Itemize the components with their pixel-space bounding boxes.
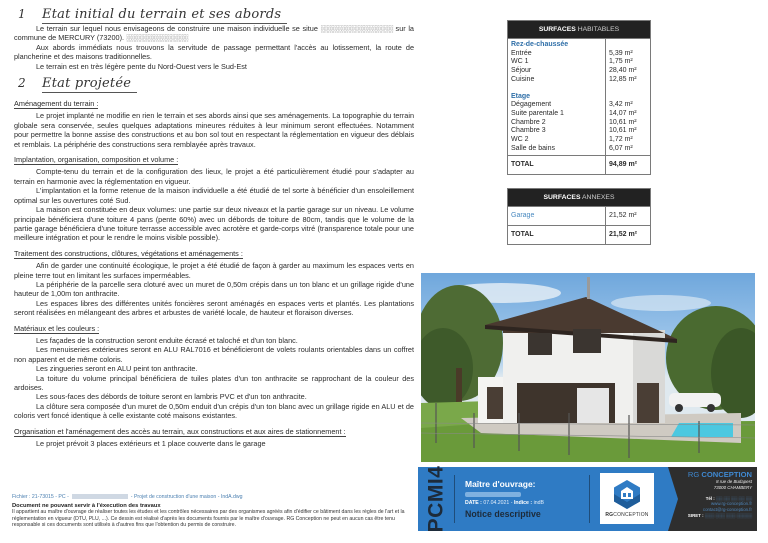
- room-areas-column: [606, 39, 650, 155]
- room-name: Suite parentale 1: [511, 109, 564, 117]
- date-value: 07.04.2021: [483, 500, 510, 506]
- siret-value: ░░░ ░░░ ░░░ ░░░░░: [704, 512, 752, 518]
- section-title: Etat projetée: [42, 76, 137, 93]
- siret-label: SIRET :: [687, 512, 704, 518]
- plan-code-text: PCMI4: [424, 465, 447, 533]
- logo-text: [605, 512, 648, 518]
- table-title-bold: SURFACES: [538, 26, 576, 33]
- total-label: TOTAL: [508, 156, 606, 174]
- address-line-2: 73000 CHAMBERY: [713, 484, 752, 490]
- document-footer: [12, 494, 412, 529]
- total-value: 21,52 m²: [609, 230, 638, 238]
- surfaces-annexes-table: [507, 188, 651, 245]
- phone-value: ░░ ░░ ░░ ░░ ░░: [716, 495, 752, 501]
- table-header: [508, 189, 650, 206]
- company-name-bold: CONCEPTION: [701, 470, 752, 479]
- file-suffix: - Projet de construction d'une maison - IndA.dwg: [130, 494, 243, 500]
- redacted-owner-name: [465, 492, 521, 497]
- room-name: Dégagement: [511, 101, 552, 109]
- subsection-heading: Aménagement du terrain :: [14, 99, 99, 109]
- section-2-heading: [18, 75, 414, 93]
- room-area: 14,07 m²: [609, 109, 637, 117]
- surfaces-habitables-table: [507, 20, 651, 175]
- table-title-light: ANNEXES: [582, 194, 615, 201]
- owner-label: Maître d'ouvrage:: [465, 479, 536, 489]
- total-row: [508, 155, 650, 174]
- company-name-light: RG: [687, 470, 700, 479]
- address-line-1: 8 rue de Budapest: [716, 479, 752, 484]
- date-label: DATE :: [465, 500, 482, 506]
- plan-code: [418, 467, 454, 531]
- room-area: 10,61 m²: [609, 127, 637, 135]
- room-names-column: [508, 39, 606, 155]
- table-body: [508, 38, 650, 155]
- document-title: Notice descriptive: [465, 509, 541, 519]
- subsection-heading: Traitement des constructions, clôtures, végétations et aménagements :: [14, 248, 243, 258]
- paragraph: La périphérie de la parcelle sera cloturé avec un muret de 0,50m crépis dans un ton blanc et un grillage rigide d'une hauteur de 1,00m ton anthracite.: [14, 279, 414, 299]
- redacted-block: [72, 494, 128, 499]
- index-value: indB: [533, 500, 544, 506]
- paragraph: Les façades de la construction seront enduite écrasé et taloché et d'un ton blanc.: [36, 335, 298, 345]
- total-row: [508, 225, 650, 244]
- company-name: [668, 470, 752, 479]
- email-link[interactable]: contact@rg-conception.fr: [702, 507, 752, 513]
- title-block-info: [418, 467, 668, 531]
- table-row: [508, 206, 650, 225]
- paragraph: Afin de garder une continuité écologique, le projet a été étudié de façon à garder au maximum les espaces verts en pleine terre tout en limitant les surfaces imperméables.: [14, 261, 414, 280]
- paragraph: Les espaces libres des différentes unités foncières seront aménagés en espaces verts et plantés. Les plantations seront réalisées en mélangeant des arbres et arbustes de variété locale, de hauteur et floraison diverses.: [14, 298, 414, 318]
- file-label: Fichier : 21-73015 - PC -: [12, 494, 69, 500]
- website-link[interactable]: www.rg-conception.fr: [711, 501, 752, 507]
- room-area: 1,72 m²: [609, 136, 633, 144]
- room-area: 21,52 m²: [609, 211, 637, 219]
- notice-text-column: [14, 6, 414, 448]
- paragraph: Aux abords immédiats nous trouvons la servitude de passage permettant l'accès au lotissement, la route de plancherine et des maisons traditionnelles.: [14, 42, 414, 62]
- title-block: [418, 467, 757, 531]
- section-title: Etat initial du terrain et ses abords: [42, 7, 287, 24]
- section-1-heading: [18, 6, 414, 24]
- paragraph: Les menuiseries extérieures seront en ALU RAL7016 et bénéficieront de volets roulants orientables dans un coffret non apparent et de même coloris.: [14, 345, 414, 364]
- subsection-heading: Matériaux et les couleurs :: [14, 323, 100, 333]
- paragraph: La maison est constituée en deux volumes: une partie sur deux niveaux et la partie garage sur un niveau. Le volume principale bénéficiera d'une toiture 4 pans (pente 60%) avec un débords de toiture de 80cm, tandis que le volume de la partie garage bénéficiera d'une toiture terrasse accessible avec acrotère et garde-corps vitré (transparence totale pour une meilleure intégration et pour le rendre le moins visible possible).: [14, 205, 414, 243]
- phone-label: Tél :: [705, 495, 715, 501]
- paragraph: La clôture sera composée d'un muret de 0,50m enduit d'un crépis d'un ton blanc avec un grillage rigide en ALU et de coloris vert foncé identique à celle existante coté maisons existantes.: [14, 401, 414, 421]
- group-label: Rez-de-chaussée: [511, 41, 569, 48]
- warning-title: Document ne pouvant servir à l'éxecution des travaux: [12, 502, 161, 509]
- room-name: Garage: [508, 207, 606, 225]
- date-index-line: DATE : 07.04.2021 - Indice : indB: [465, 500, 544, 506]
- arrow-shape: [668, 467, 678, 531]
- paragraph: Compte-tenu du terrain et de la configuration des lieux, le projet a été particulièrement étudié pour s'adapter au terrain en harmonie avec la réglementation en vigueur.: [14, 167, 414, 186]
- subsection-heading: Implantation, organisation, composition et volume :: [14, 155, 179, 165]
- paragraph: Le terrain est en très légère pente du Nord-Ouest vers le Sud-Est: [36, 61, 247, 71]
- group-label: Etage: [511, 92, 531, 100]
- total-value: 94,89 m²: [609, 161, 638, 169]
- paragraph: La toiture du volume principal bénéficiera de tuiles plates d'un ton anthracite se rapprochant de la couleur des ardoises.: [14, 373, 414, 392]
- rg-logo-icon: [614, 480, 640, 509]
- table-header: [508, 21, 650, 38]
- house-rendering-image: [421, 273, 755, 462]
- company-logo: [600, 473, 654, 524]
- room-area: 6,07 m²: [609, 144, 633, 152]
- room-area: 5,39 m²: [609, 49, 633, 57]
- room-name: Salle de bains: [511, 144, 555, 152]
- paragraph: Les sous-faces des débords de toiture seront en lambris PVC et d'un ton anthracite.: [36, 392, 307, 402]
- room-name: Entrée: [511, 49, 532, 57]
- room-name: Cuisine: [511, 75, 535, 83]
- warning-text: Il appartient au maître d'ouvrage de réaliser toutes les études et les contrôles nécessaires par des organismes agréés afin d'édifier ce bâtiment dans les règles de l'art et la réglementation en vigueur (DTU, PLU, ...). Ce dessin est réalisé d'après les documents fournis par le maître d'ouvrage. RG Conception ne peut en aucun cas être tenu responsable si ces documents sont utilisés à d'autres fins que l'obtention du permis de construire.: [12, 509, 405, 529]
- siret-line: [668, 513, 752, 519]
- project-info: [455, 479, 585, 519]
- logo-text-bold: RG: [605, 511, 614, 518]
- house-illustration: [421, 273, 755, 462]
- room-area: 10,61 m²: [609, 118, 637, 126]
- paragraph: L'implantation et la forme retenue de la maison individuelle a été étudié de tel sorte à bénéficier d'un ensoleillement optimal sur les ouvertures coté Sud.: [14, 186, 414, 205]
- paragraph: Le terrain sur lequel nous envisageons de construire une maison individuelle se situe ░░░░░░░░░░░░░░ sur la commune de MERCURY (73200). ░░░░░░░░░░░░: [14, 24, 414, 43]
- room-area: 12,85 m²: [609, 75, 637, 83]
- company-contact: [668, 467, 757, 531]
- room-name: WC 1: [511, 58, 529, 66]
- index-label: Indice :: [513, 500, 533, 506]
- paragraph: Le projet prévoit 3 places extérieurs et 1 place couverte dans le garage: [36, 439, 266, 449]
- room-name: Chambre 3: [511, 127, 546, 135]
- room-name: Séjour: [511, 67, 532, 75]
- table-title-bold: SURFACES: [543, 194, 581, 201]
- logo-text-light: CONCEPTION: [613, 511, 649, 518]
- room-name: Chambre 2: [511, 118, 546, 126]
- section-number: 2: [18, 76, 26, 91]
- total-label: TOTAL: [508, 226, 606, 244]
- section-number: 1: [18, 7, 26, 21]
- table-title-light: HABITABLES: [577, 26, 620, 33]
- file-reference: [12, 494, 412, 501]
- room-area: 3,42 m²: [609, 101, 633, 109]
- paragraph: Les zingueries seront en ALU peint ton anthracite.: [36, 364, 198, 374]
- paragraph: Le projet implanté ne modifie en rien le terrain et ses abords ainsi que ses aménagements. La topographie du terrain globale sera conservée, seules quelques adaptations mineures réduites à leur minimum seront effectuées. Notamment pour permettre la bonne assise des constructions et au bon sol tout en respectant la réglementation en vigueur des déblais et remblais. La périphérie des constructions sera remblayée après travaux.: [14, 111, 414, 149]
- room-name: WC 2: [511, 136, 529, 144]
- subsection-heading: Organisation et l'aménagement des accès au terrain, aux constructions et aux aires de stationnement :: [14, 426, 346, 436]
- room-area: 28,40 m²: [609, 67, 637, 75]
- room-area: 1,75 m²: [609, 58, 633, 66]
